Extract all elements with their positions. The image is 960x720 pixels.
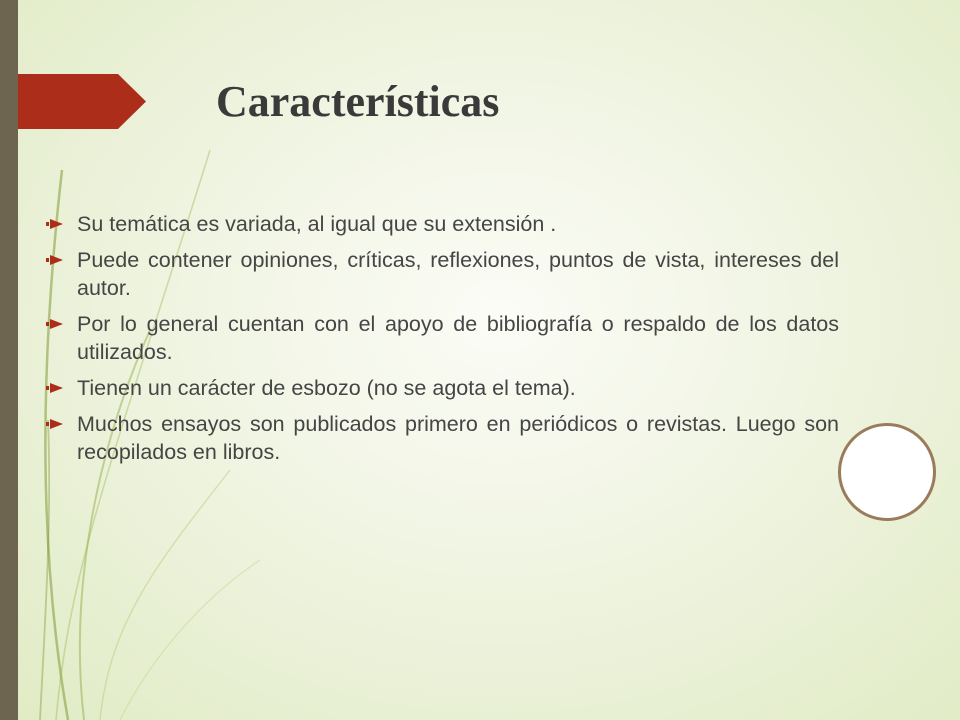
arrow-bullet-icon — [50, 219, 63, 229]
bullet-item — [46, 410, 839, 466]
bullet-item — [46, 246, 839, 302]
bullet-list — [46, 210, 839, 474]
arrow-bullet-icon — [50, 383, 63, 393]
bullet-text: Muchos ensayos son publicados primero en periódicos o revistas. Luego son recopilados en libros. — [77, 412, 839, 464]
slide-title: Características — [216, 77, 500, 126]
bullet-text: Su temática es variada, al igual que su extensión . — [77, 212, 557, 236]
title-accent-banner — [18, 74, 146, 129]
bullet-text: Puede contener opiniones, críticas, reflexiones, puntos de vista, intereses del autor. — [77, 248, 839, 300]
arrow-bullet-icon — [50, 319, 63, 329]
arrow-bullet-icon — [50, 419, 63, 429]
circle-decoration — [838, 423, 936, 521]
bullet-text: Tienen un carácter de esbozo (no se agota el tema). — [77, 376, 576, 400]
bullet-text: Por lo general cuentan con el apoyo de bibliografía o respaldo de los datos utilizados. — [77, 312, 839, 364]
arrow-bullet-icon — [50, 255, 63, 265]
bullet-item — [46, 374, 839, 402]
bullet-item — [46, 310, 839, 366]
bullet-item — [46, 210, 839, 238]
